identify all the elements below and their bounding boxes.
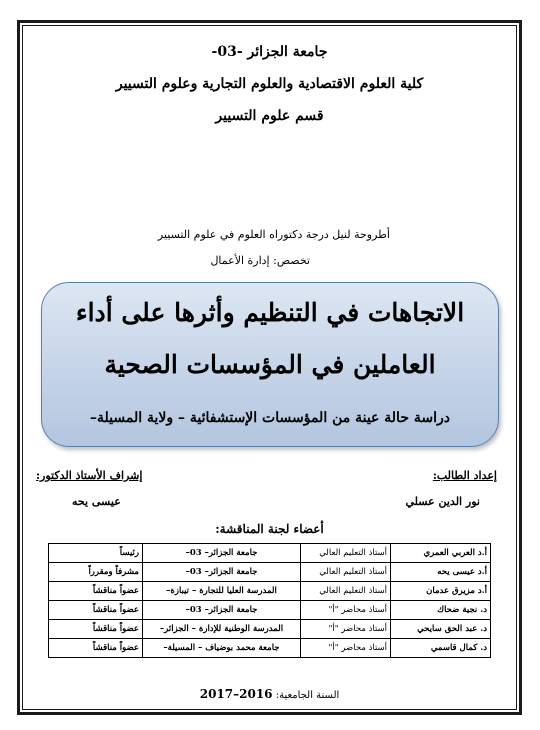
academic-year [22, 687, 517, 701]
specialty-line: تخصص: إدارة الأعمال [210, 254, 310, 267]
member-institution: المدرسة الوطنية للإدارة – الجزائر– [143, 620, 301, 639]
supervisor-name: عيسى يحه [72, 495, 121, 508]
member-institution: جامعة محمد بوضياف – المسيلة– [143, 639, 301, 658]
supervision-label: إشراف الأستاذ الدكتور: [36, 469, 143, 482]
committee-table [48, 543, 491, 658]
member-name: أ.د مزيرق عدمان [391, 582, 491, 601]
member-role: مشرفاً ومقرراً [49, 563, 143, 582]
university-name: جامعة الجزائر -03- [211, 44, 328, 60]
faculty-name: كلية العلوم الاقتصادية والعلوم التجارية وعلوم التسيير [115, 76, 424, 92]
member-rank: أستاذ التعليم العالي [301, 582, 391, 601]
member-name: د. عبد الحق سايحي [391, 620, 491, 639]
member-role: عضواً مناقشاً [49, 601, 143, 620]
member-role: عضواً مناقشاً [49, 620, 143, 639]
thesis-title-line1: الاتجاهات في التنظيم وأثرها على أداء [75, 298, 465, 327]
thesis-subtitle: دراسة حالة عينة من المؤسسات الإستشفائية – ولاية المسيلة– [90, 410, 450, 426]
committee-row [49, 601, 491, 620]
committee-row [49, 620, 491, 639]
thesis-title-line2: العاملين في المؤسسات الصحية [104, 350, 436, 379]
member-name: أ.د عيسى يحه [391, 563, 491, 582]
member-institution: جامعة الجزائر– 03– [143, 563, 301, 582]
member-rank: أستاذ محاضر "أ" [301, 601, 391, 620]
member-name: د. نجية ضحاك [391, 601, 491, 620]
member-rank: أستاذ التعليم العالي [301, 544, 391, 563]
academic-year-value: 2016–2017 [199, 687, 273, 701]
committee-row [49, 582, 491, 601]
member-institution: جامعة الجزائر– 03– [143, 601, 301, 620]
member-institution: المدرسة العليا للتجارة – تيبازة– [143, 582, 301, 601]
member-rank: أستاذ التعليم العالي [301, 563, 391, 582]
committee-row [49, 544, 491, 563]
department-name: قسم علوم التسيير [215, 108, 324, 124]
member-institution: جامعة الجزائر– 03– [143, 544, 301, 563]
committee-title: أعضاء لجنة المناقشة: [215, 522, 324, 536]
student-name: نور الدين عسلي [405, 495, 480, 508]
academic-year-label: السنة الجامعية: [275, 690, 340, 701]
committee-row [49, 563, 491, 582]
committee-row [49, 639, 491, 658]
member-role: عضواً مناقشاً [49, 639, 143, 658]
prepared-by-label: إعداد الطالب: [432, 469, 497, 482]
member-name: د. كمال قاسمي [391, 639, 491, 658]
member-rank: أستاذ محاضر "أ" [301, 639, 391, 658]
member-rank: أستاذ محاضر "أ" [301, 620, 391, 639]
thesis-degree-line: أطروحة لنيل درجة دكتوراه العلوم في علوم التسيير [157, 228, 390, 241]
member-name: أ.د العربي العمري [391, 544, 491, 563]
member-role: عضواً مناقشاً [49, 582, 143, 601]
member-role: رئيساً [49, 544, 143, 563]
